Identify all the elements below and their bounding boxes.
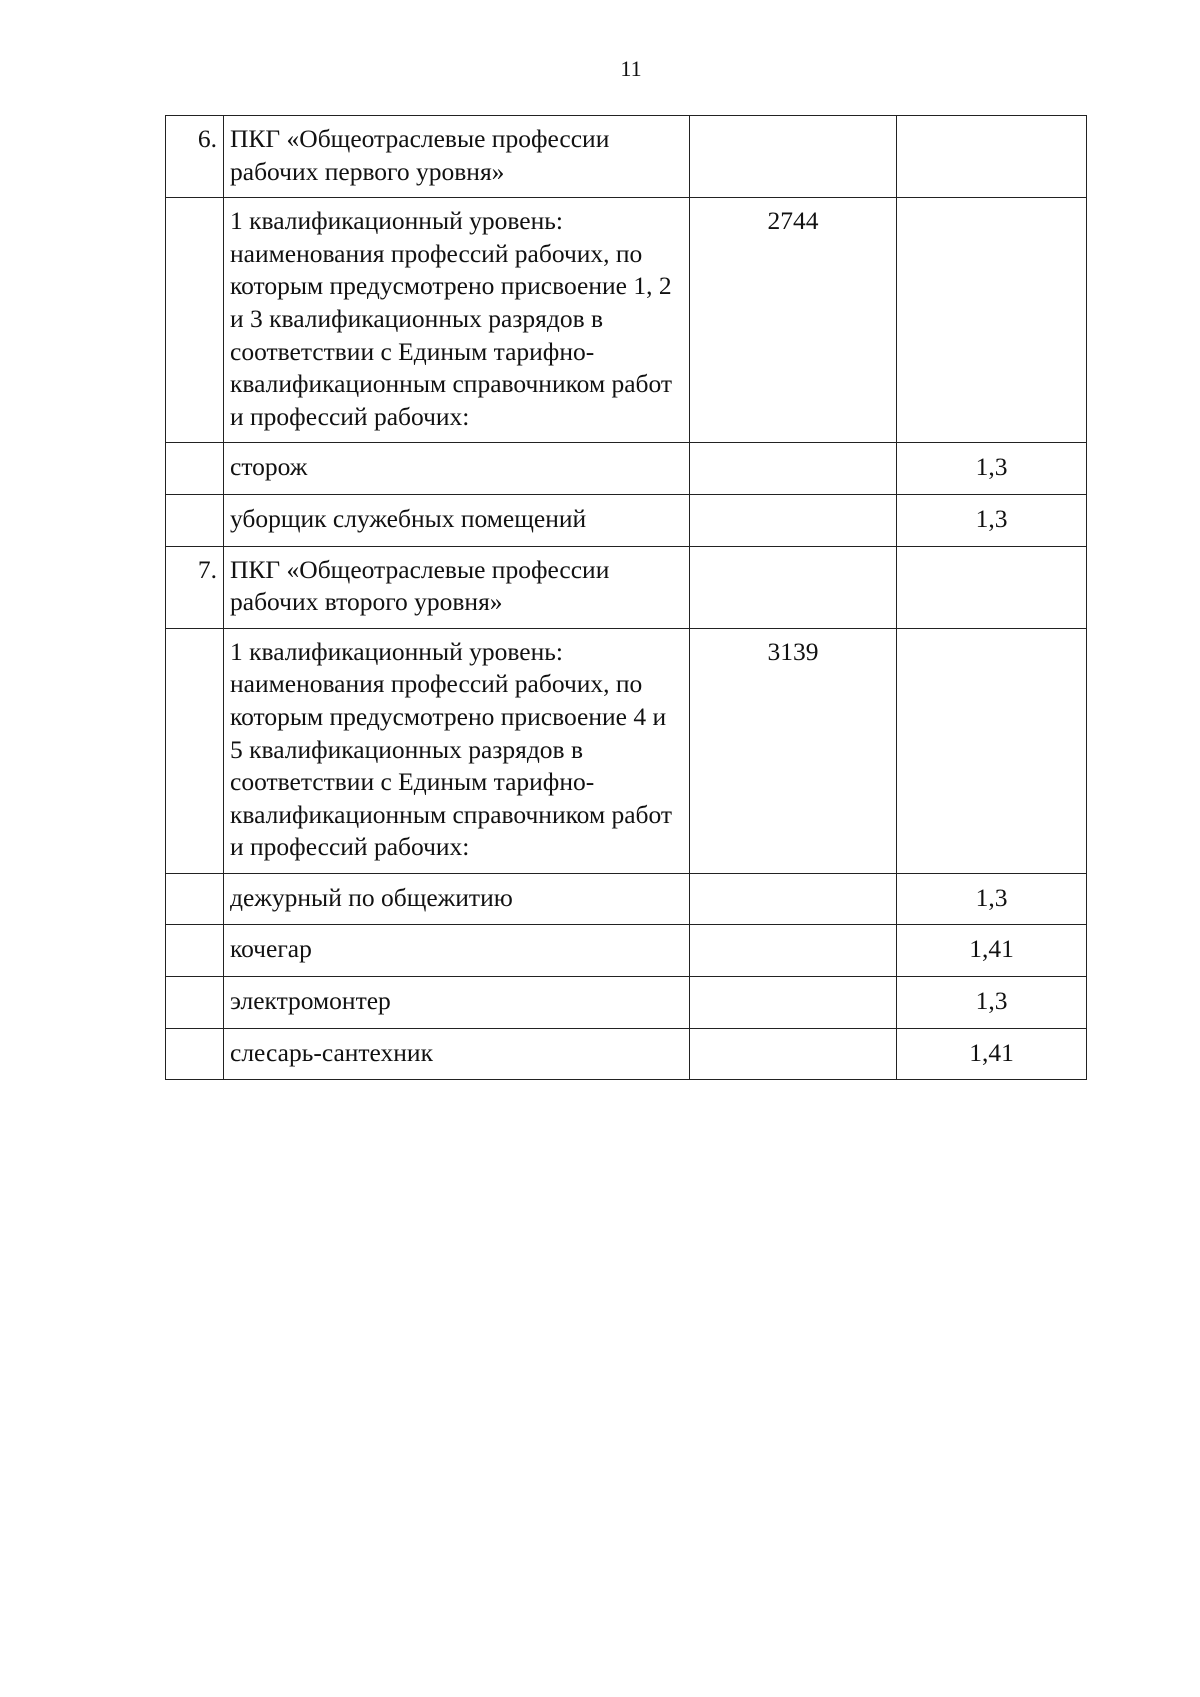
- salary-cell: 2744: [690, 198, 897, 443]
- row-number: [166, 925, 224, 977]
- profession-name: электромонтер: [224, 977, 690, 1029]
- group-title: ПКГ «Общеотраслевые профессии рабочих второго уровня»: [224, 546, 690, 628]
- profession-name: уборщик служебных помещений: [224, 494, 690, 546]
- row-number: [166, 443, 224, 495]
- table-row-group-7: [166, 546, 1087, 628]
- coefficient-cell: 1,3: [897, 977, 1087, 1029]
- coefficient-cell: [897, 116, 1087, 198]
- salary-cell: [690, 925, 897, 977]
- row-number: [166, 628, 224, 873]
- salary-cell: [690, 1028, 897, 1080]
- salary-cell: [690, 873, 897, 925]
- salary-cell: [690, 494, 897, 546]
- row-number: [166, 873, 224, 925]
- row-number: [166, 1028, 224, 1080]
- qualification-level-description: 1 квалификационный уровень: наименования профессий рабочих, по которым предусмотрено присвоение 1, 2 и 3 квалификационных разрядов в соответствии с Единым тарифно-квалификационным справочником работ и профессий рабочих:: [224, 198, 690, 443]
- row-number: [166, 977, 224, 1029]
- coefficient-cell: [897, 546, 1087, 628]
- profession-name: дежурный по общежитию: [224, 873, 690, 925]
- salary-cell: [690, 977, 897, 1029]
- salary-cell: 3139: [690, 628, 897, 873]
- table-row: [166, 977, 1087, 1029]
- table-row: [166, 1028, 1087, 1080]
- table-row: [166, 443, 1087, 495]
- profession-name: сторож: [224, 443, 690, 495]
- qualification-level-description: 1 квалификационный уровень: наименования профессий рабочих, по которым предусмотрено присвоение 4 и 5 квалификационных разрядов в соответствии с Единым тарифно-квалификационным справочником работ и профессий рабочих:: [224, 628, 690, 873]
- coefficient-cell: 1,3: [897, 873, 1087, 925]
- salary-cell: [690, 116, 897, 198]
- table-row-level: [166, 198, 1087, 443]
- row-number: 7.: [166, 546, 224, 628]
- coefficient-cell: 1,3: [897, 443, 1087, 495]
- coefficient-cell: 1,41: [897, 925, 1087, 977]
- salary-cell: [690, 443, 897, 495]
- row-number: 6.: [166, 116, 224, 198]
- profession-name: кочегар: [224, 925, 690, 977]
- row-number: [166, 494, 224, 546]
- coefficient-cell: [897, 198, 1087, 443]
- positions-table: [165, 115, 1087, 1080]
- page-number: 11: [620, 56, 642, 81]
- table-row-level: [166, 628, 1087, 873]
- table-row: [166, 494, 1087, 546]
- group-title: ПКГ «Общеотраслевые профессии рабочих первого уровня»: [224, 116, 690, 198]
- coefficient-cell: 1,3: [897, 494, 1087, 546]
- salary-cell: [690, 546, 897, 628]
- row-number: [166, 198, 224, 443]
- profession-name: слесарь-сантехник: [224, 1028, 690, 1080]
- coefficient-cell: 1,41: [897, 1028, 1087, 1080]
- table-row: [166, 873, 1087, 925]
- table-row-group-6: [166, 116, 1087, 198]
- table-row: [166, 925, 1087, 977]
- coefficient-cell: [897, 628, 1087, 873]
